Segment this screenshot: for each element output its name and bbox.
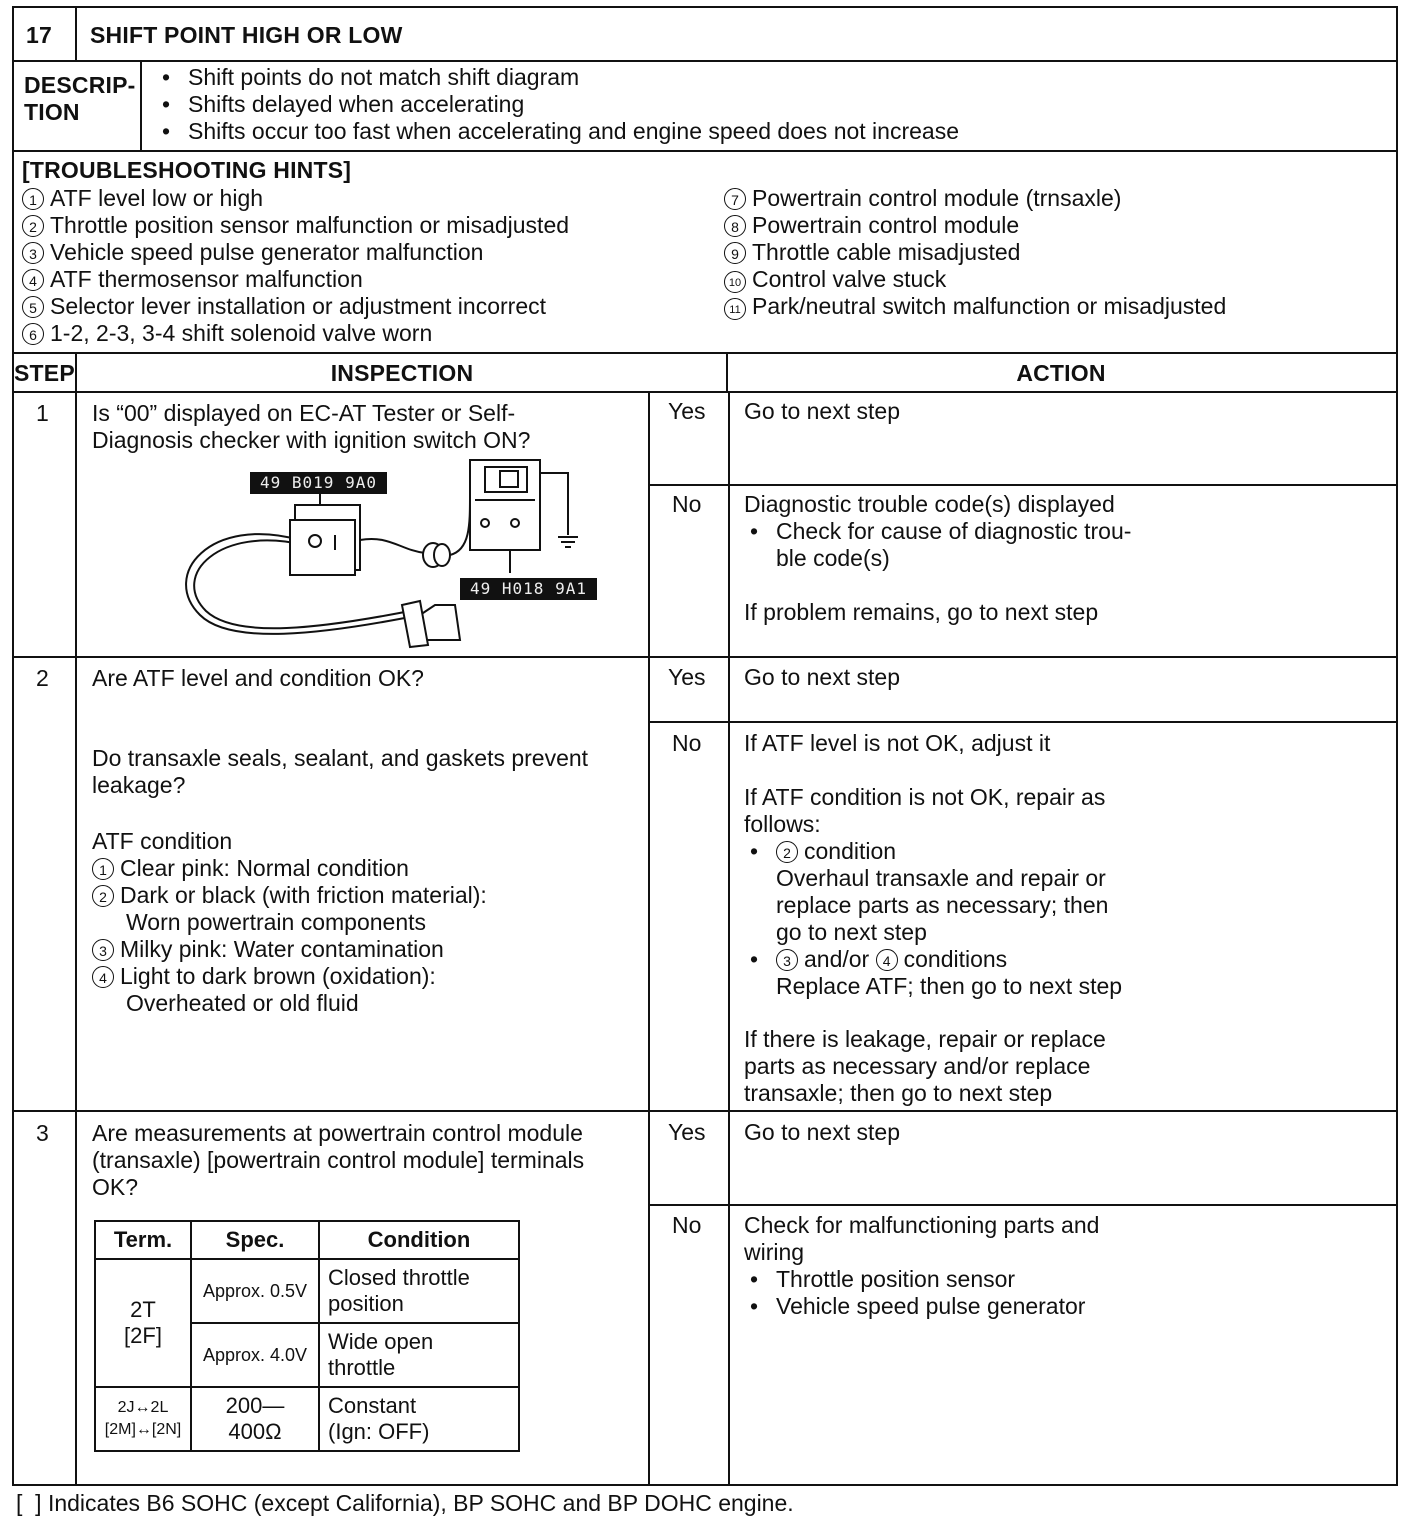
hint-item: 5 Selector lever installation or adjustment incorrect — [22, 293, 569, 320]
circled-number: 4 — [92, 966, 114, 988]
table-header: Condition — [319, 1221, 519, 1259]
circled-number: 1 — [92, 858, 114, 880]
no-action: If ATF level is not OK, adjust it If ATF condition is not OK, repair as follows: • 2 condition Overhaul transaxle and repair or replace parts as necessary; then go to next step • 3 and/or 4 conditions Replace ATF; then go to next step If there is leakage, repair or replace parts as necessary and/or replace transaxle; then go to next step — [744, 730, 1122, 1107]
column-header-inspection: INSPECTION — [330, 360, 474, 386]
circled-number: 4 — [22, 269, 44, 291]
table-cell: 200—400Ω — [191, 1387, 319, 1451]
divider-line — [648, 391, 650, 1484]
divider-line — [12, 391, 1396, 393]
table-cell: 2T [2F] — [95, 1259, 191, 1387]
table-cell: Closed throttle position — [319, 1259, 519, 1323]
circled-number: 10 — [724, 271, 746, 293]
checker-box — [470, 460, 540, 550]
footnote: [ ] Indicates B6 SOHC (except California), BP SOHC and BP DOHC engine. — [16, 1490, 794, 1516]
atf-condition-list: ATF condition 1 Clear pink: Normal condition 2 Dark or black (with friction material): Worn powertrain components 3 Milky pink: Water contamination 4 Light to dark brown (oxidation): Overheated or old fluid — [92, 828, 487, 1016]
circled-number: 3 — [92, 939, 114, 961]
description-item: • Shift points do not match shift diagram — [156, 64, 959, 91]
column-header-action: ACTION — [1016, 360, 1106, 386]
hint-item: 11 Park/neutral switch malfunction or misadjusted — [724, 293, 1226, 320]
step-inspection: Are measurements at powertrain control module (transaxle) [powertrain control module] terminals OK? — [92, 1120, 585, 1200]
part-number-tag: 49 H018 9A1 — [460, 578, 597, 600]
column-header-step: STEP — [14, 360, 75, 386]
yes-label: Yes — [668, 664, 706, 690]
step-number: 3 — [36, 1120, 49, 1146]
hint-item: 8 Powertrain control module — [724, 212, 1226, 239]
circled-number: 2 — [22, 215, 44, 237]
divider-line — [648, 721, 1396, 723]
no-action: Check for malfunctioning parts and wiring • Throttle position sensor • Vehicle speed pulse generator — [744, 1212, 1099, 1320]
divider-line — [12, 60, 1396, 62]
hint-item: 2 Throttle position sensor malfunction or misadjusted — [22, 212, 569, 239]
hint-item: 1 ATF level low or high — [22, 185, 569, 212]
condition-item: 3 Milky pink: Water contamination — [92, 936, 487, 963]
no-label: No — [672, 491, 702, 517]
divider-line — [140, 60, 142, 150]
circled-number: 11 — [724, 298, 746, 320]
divider-line — [648, 1204, 1396, 1206]
circled-number: 8 — [724, 215, 746, 237]
divider-line — [75, 6, 77, 60]
condition-item: 4 Light to dark brown (oxidation): — [92, 963, 487, 990]
section-number: 17 — [26, 22, 52, 48]
tester-box — [290, 520, 355, 575]
description-label: DESCRIP- TION — [24, 72, 136, 125]
divider-line — [75, 352, 77, 1484]
circled-number: 5 — [22, 296, 44, 318]
divider-line — [12, 1110, 1396, 1112]
circled-number: 7 — [724, 188, 746, 210]
step-inspection: Is “00” displayed on EC-AT Tester or Self- Diagnosis checker with ignition switch ON? — [92, 400, 531, 453]
yes-label: Yes — [668, 1119, 706, 1145]
hint-item: 3 Vehicle speed pulse generator malfunction — [22, 239, 569, 266]
step-number: 1 — [36, 400, 49, 426]
hint-item: 7 Powertrain control module (trnsaxle) — [724, 185, 1226, 212]
circled-number: 2 — [92, 885, 114, 907]
hint-item: 6 1-2, 2-3, 3-4 shift solenoid valve worn — [22, 320, 569, 347]
divider-line — [12, 656, 1396, 658]
divider-line — [728, 391, 730, 1484]
circled-number: 3 — [776, 949, 798, 971]
circled-number: 1 — [22, 188, 44, 210]
step-number: 2 — [36, 665, 49, 691]
table-cell: 2J↔2L [2M]↔[2N] — [95, 1387, 191, 1451]
description-item: • Shifts occur too fast when accelerating and engine speed does not increase — [156, 118, 959, 145]
step-inspection: Do transaxle seals, sealant, and gaskets prevent leakage? — [92, 745, 589, 798]
circled-number: 4 — [876, 949, 898, 971]
table-header: Spec. — [191, 1221, 319, 1259]
no-action: Diagnostic trouble code(s) displayed • Check for cause of diagnostic trou- ble code(s) If problem remains, go to next step — [744, 491, 1131, 626]
table-header: Term. — [95, 1221, 191, 1259]
hint-item: 4 ATF thermosensor malfunction — [22, 266, 569, 293]
condition-item: 2 Dark or black (with friction material): — [92, 882, 487, 909]
tester-illustration — [170, 455, 610, 655]
yes-action: Go to next step — [744, 398, 900, 424]
circled-number: 9 — [724, 242, 746, 264]
circled-number: 3 — [22, 242, 44, 264]
yes-action: Go to next step — [744, 664, 900, 690]
circled-number: 2 — [776, 841, 798, 863]
condition-item: 1 Clear pink: Normal condition — [92, 855, 487, 882]
table-cell: Approx. 0.5V — [191, 1259, 319, 1323]
divider-line — [648, 484, 1396, 486]
no-label: No — [672, 730, 702, 756]
part-number-tag: 49 B019 9A0 — [250, 472, 387, 494]
table-cell: Wide open throttle — [319, 1323, 519, 1387]
connector — [434, 544, 450, 566]
section-title: SHIFT POINT HIGH OR LOW — [90, 22, 403, 48]
circled-number: 6 — [22, 323, 44, 345]
table-cell: Constant (Ign: OFF) — [319, 1387, 519, 1451]
hint-item: 10 Control valve stuck — [724, 266, 1226, 293]
hints-title: [TROUBLESHOOTING HINTS] — [22, 157, 352, 183]
no-label: No — [672, 1212, 702, 1238]
divider-line — [12, 150, 1396, 152]
description-list — [156, 64, 959, 145]
terminal-spec-table — [94, 1220, 520, 1452]
step-inspection: Are ATF level and condition OK? — [92, 665, 424, 691]
divider-line — [12, 352, 1396, 354]
yes-action: Go to next step — [744, 1119, 900, 1145]
table-cell: Approx. 4.0V — [191, 1323, 319, 1387]
hints-left-list — [22, 185, 569, 347]
yes-label: Yes — [668, 398, 706, 424]
hints-right-list — [724, 185, 1226, 320]
description-item: • Shifts delayed when accelerating — [156, 91, 959, 118]
hint-item: 9 Throttle cable misadjusted — [724, 239, 1226, 266]
